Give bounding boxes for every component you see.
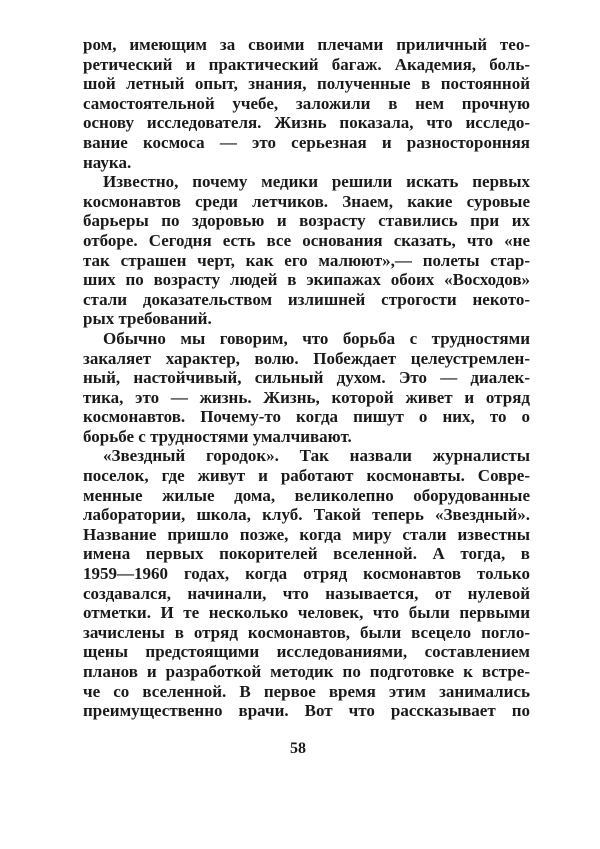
text-line: Название пришло позже, когда миру стали известны — [83, 524, 530, 544]
text-line: лаборатории, школа, клуб. Такой теперь «Звездный». — [83, 505, 530, 525]
text-line: тика, это — жизнь. Жизнь, которой живет и отряд — [83, 387, 530, 407]
text-line: че со вселенной. В первое время этим занимались — [83, 681, 530, 701]
text-line: менные жилые дома, великолепно оборудованные — [83, 485, 530, 505]
text-line: создавался, начинали, что называется, от нулевой — [83, 583, 530, 603]
text-line: закаляет характер, волю. Побеждает целеустремлен- — [83, 348, 530, 368]
text-line: вание космоса — это серьезная и разносторонняя — [83, 132, 530, 152]
text-line: основу исследователя. Жизнь показала, что исследо- — [83, 113, 530, 133]
text-line: ших по возрасту людей в экипажах обоих «Восходов» — [83, 270, 530, 290]
text-line: ром, имеющим за своими плечами приличный тео- — [83, 35, 530, 54]
text-line: отметки. И те несколько человек, что были первыми — [83, 603, 530, 623]
text-line: отборе. Сегодня есть все основания сказать, что «не — [83, 230, 530, 250]
text-line: рых требований. — [83, 309, 212, 329]
text-line: борьбе с трудностями умалчивают. — [83, 426, 352, 446]
text-line: самостоятельной учебе, заложили в нем прочную — [83, 93, 530, 113]
text-line: так страшен черт, как его малюют»,— полеты стар- — [83, 250, 530, 270]
text-line: стали доказательством излишней строгости некото- — [83, 289, 530, 309]
text-line: космонавтов. Почему-то когда пишут о них, то о — [83, 407, 530, 427]
text-line: ретический и практический багаж. Академия, боль- — [83, 54, 530, 74]
text-line: щены предстоящими исследованиями, составлением — [83, 642, 530, 662]
paragraph-first-line: Известно, почему медики решили искать первых — [103, 172, 530, 192]
text-line: шой летный опыт, знания, полученные в постоянной — [83, 74, 530, 94]
text-line: космонавтов среди летчиков. Знаем, какие суровые — [83, 191, 530, 211]
text-line: поселок, где живут и работают космонавты. Совре- — [83, 466, 530, 486]
text-line: имена первых покорителей вселенной. А тогда, в — [83, 544, 530, 564]
paragraph-first-line: «Звездный городок». Так назвали журналисты — [103, 446, 530, 466]
body-text — [83, 35, 530, 721]
text-line: преимущественно врачи. Вот что рассказывает по — [83, 701, 530, 721]
text-line: планов и разработкой методик по подготовке к встре- — [83, 662, 530, 681]
text-line: барьеры по здоровью и возрасту ставились при их — [83, 211, 530, 231]
paragraph-first-line: Обычно мы говорим, что борьба с трудностями — [103, 328, 530, 348]
text-line: ный, настойчивый, сильный духом. Это — диалек- — [83, 368, 530, 388]
page-number: 58 — [290, 740, 306, 757]
text-line: 1959—1960 годах, когда отряд космонавтов только — [83, 564, 530, 584]
text-line: наука. — [83, 152, 132, 172]
text-line: зачислены в отряд космонавтов, были всецело погло- — [83, 622, 530, 642]
